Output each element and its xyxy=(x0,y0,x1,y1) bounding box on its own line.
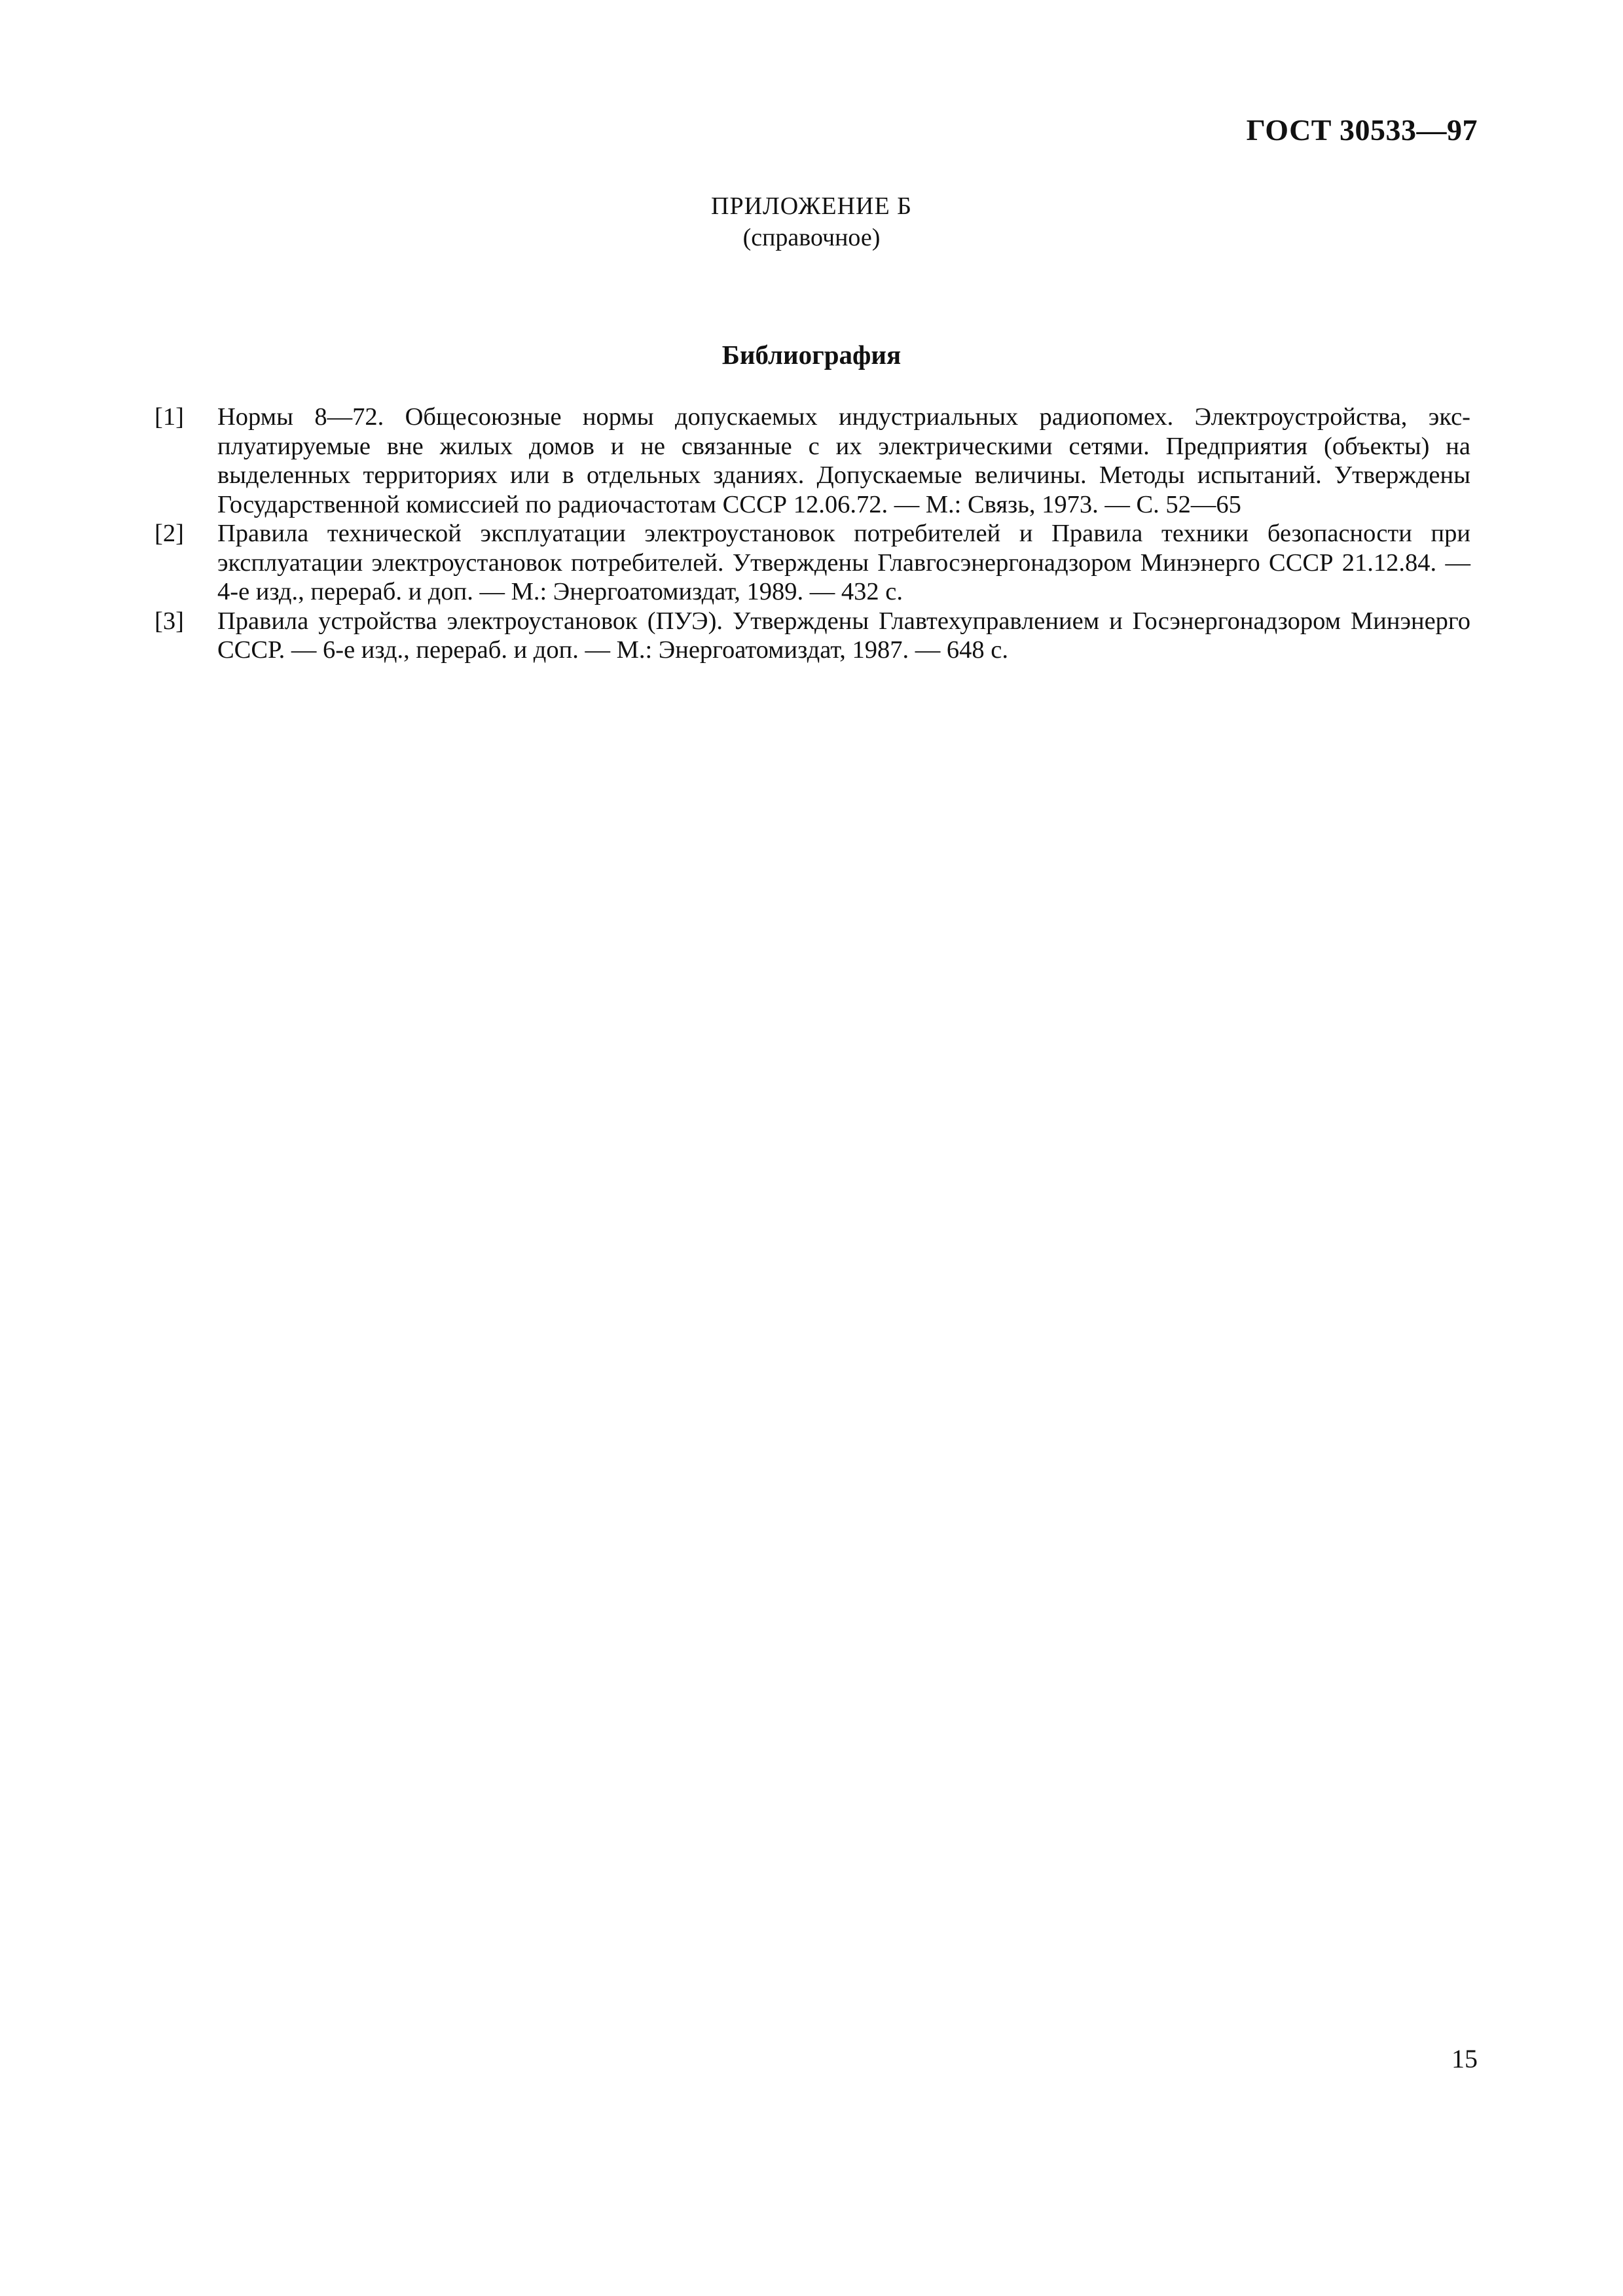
bibliography-item-number: [3] xyxy=(155,607,184,635)
page-number: 15 xyxy=(1451,2044,1478,2073)
bibliography-item-number: [2] xyxy=(155,520,184,547)
bibliography-item xyxy=(155,403,1470,519)
bibliography-item-text: Правила технической эксплуатации электроустановок потребителей и Правила техники безопасности при эксплуатации электроустановок потребителей. Утверждены Главгосэнергонадзором Минэнерго СССР 21.12.84. — 4-е изд., перераб. и доп. — М.: Энергоатомиздат, 1989. — 432 с. xyxy=(217,520,1470,605)
appendix-heading xyxy=(0,190,1623,253)
bibliography-item-number: [1] xyxy=(155,403,184,431)
appendix-subtitle: (справочное) xyxy=(742,224,881,251)
document-number: ГОСТ 30533—97 xyxy=(1246,113,1478,147)
bibliography-item-text: Правила устройства электроустановок (ПУЭ). Утверждены Главтехуправлением и Госэнергонадзором Минэнерго СССР. — 6-е изд., перераб. и доп. — М.: Энергоатомиздат, 1987. — 648 с. xyxy=(217,607,1470,664)
bibliography-list xyxy=(155,403,1470,665)
section-title: Библиография xyxy=(721,340,902,370)
bibliography-item xyxy=(155,607,1470,665)
bibliography-item xyxy=(155,519,1470,607)
bibliography-item-text: Нормы 8—72. Общесоюзные нормы допускаемых индустриальных радиопомех. Электроустройства, эксплуатируемые вне жилых домов и не связанные с их электрическими сетями. Предприятия (объекты) на выделенных территориях или в отдельных зданиях. Допускаемые величины. Методы испытаний. Утверждены Государственной комиссией по радиочастотам СССР 12.06.72. — М.: Связь, 1973. — С. 52—65 xyxy=(217,403,1470,518)
appendix-title: ПРИЛОЖЕНИЕ Б xyxy=(711,192,912,220)
